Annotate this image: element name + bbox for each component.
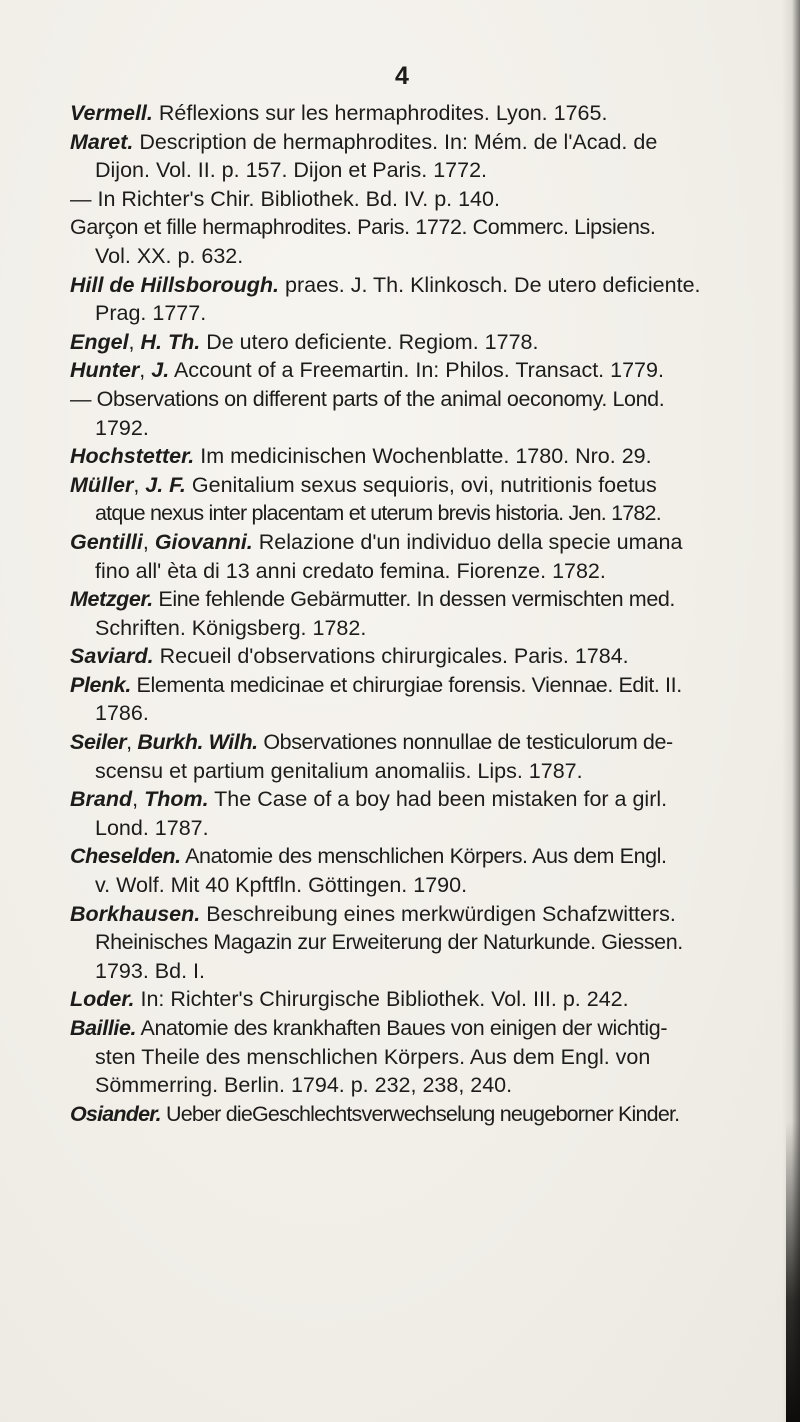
entry-text: De utero deficiente. Regiom. 1778. — [206, 329, 539, 354]
entry-text: Dijon. Vol. II. p. 157. Dijon et Paris. 1772. — [95, 158, 487, 183]
entry-text: 1792. — [95, 415, 149, 440]
bibliography-entry — [70, 328, 778, 357]
bibliography-entry — [70, 900, 778, 986]
bibliography-entry — [70, 271, 778, 328]
bibliography-list — [70, 99, 778, 1128]
entry-author: Metzger. — [70, 587, 153, 612]
entry-text: Réflexions sur les hermaphrodites. Lyon. 1765. — [158, 101, 608, 125]
bibliography-entry — [70, 528, 778, 585]
entry-author: Engel — [70, 329, 129, 354]
entry-text: sten Theile des menschlichen Körpers. Aus dem Engl. von — [95, 1044, 651, 1069]
entry-text: Vol. XX. p. 632. — [95, 243, 244, 268]
bibliography-entry — [70, 1100, 778, 1129]
entry-author: Hunter — [70, 358, 140, 383]
entry-text: Garçon et fille hermaphrodites. Paris. 1772. Commerc. Lipsiens. — [70, 215, 656, 240]
entry-author: Osiander. — [70, 1101, 161, 1126]
bibliography-entry — [70, 585, 778, 642]
bibliography-entry — [70, 213, 778, 270]
bibliography-entry — [70, 442, 778, 471]
entry-text: Schriften. Königsberg. 1782. — [95, 615, 367, 640]
bibliography-entry — [70, 842, 778, 899]
entry-text: Anatomie des menschlichen Körpers. Aus dem Engl. — [185, 844, 667, 869]
entry-author: Hill de Hillsborough. — [70, 272, 280, 297]
entry-author: Hochstetter. — [70, 444, 195, 469]
page-corner-shadow — [786, 1122, 800, 1422]
bibliography-entry — [70, 1014, 778, 1100]
entry-author: Brand — [70, 787, 133, 812]
entry-separator: , — [133, 472, 146, 497]
entry-text: Lond. 1787. — [95, 815, 209, 840]
entry-text: Ueber dieGeschlechtsverwechselung neugeborner Kinder. — [165, 1101, 680, 1126]
bibliography-entry — [70, 185, 778, 214]
entry-text: 1786. — [95, 701, 149, 726]
entry-text: Anatomie des krankhaften Baues von einigen der wichtig- — [140, 1016, 668, 1040]
entry-text: 1793. Bd. I. — [95, 958, 205, 983]
entry-text: Eine fehlende Gebärmutter. In dessen vermischten med. — [158, 587, 676, 612]
entry-author: Müller — [70, 472, 134, 497]
entry-text: The Case of a boy had been mistaken for a girl. — [214, 787, 668, 812]
entry-author: Gentilli — [70, 529, 143, 554]
entry-author: Loder. — [70, 987, 135, 1012]
entry-text: Account of a Freemartin. In: Philos. Transact. 1779. — [173, 358, 664, 383]
entry-author: Plenk. — [70, 672, 131, 697]
entry-firstname: J. — [151, 358, 170, 383]
entry-author: Seiler — [70, 730, 127, 755]
bibliography-entry — [70, 385, 778, 442]
entry-author: Baillie. — [70, 1016, 137, 1040]
entry-text: — In Richter's Chir. Bibliothek. Bd. IV. p. 140. — [70, 186, 500, 211]
bibliography-entry — [70, 671, 778, 728]
entry-author: Cheselden. — [70, 844, 181, 869]
entry-firstname: Thom. — [144, 787, 209, 812]
entry-text: In: Richter's Chirurgische Bibliothek. Vol. III. p. 242. — [140, 987, 629, 1012]
entry-firstname: J. F. — [145, 472, 186, 497]
page-number: 4 — [395, 62, 409, 90]
bibliography-entry — [70, 128, 778, 185]
entry-text: Sömmerring. Berlin. 1794. p. 232, 238, 240. — [95, 1073, 513, 1098]
entry-text: Relazione d'un individuo della specie umana — [258, 529, 683, 554]
bibliography-entry — [70, 356, 778, 385]
entry-text: Im medicinischen Wochenblatte. 1780. Nro. 29. — [200, 444, 652, 469]
bibliography-entry — [70, 642, 778, 671]
entry-author: Borkhausen. — [70, 901, 201, 926]
entry-text: Beschreibung eines merkwürdigen Schafzwitters. — [206, 901, 676, 926]
entry-text: Recueil d'observations chirurgicales. Paris. 1784. — [159, 644, 629, 669]
entry-author: Maret. — [70, 129, 134, 154]
entry-separator: , — [142, 529, 155, 554]
entry-text: Genitalium sexus sequioris, ovi, nutritionis foetus — [191, 472, 657, 497]
entry-text: atque nexus inter placentam et uterum brevis historia. Jen. 1782. — [95, 501, 661, 526]
bibliography-entry — [70, 99, 778, 128]
entry-text: fino all' èta di 13 anni credato femina. Fiorenze. 1782. — [95, 558, 606, 583]
entry-firstname: Giovanni. — [154, 529, 253, 554]
entry-text: Description de hermaphrodites. In: Mém. de l'Acad. de — [139, 129, 658, 154]
bibliography-entry — [70, 471, 778, 528]
bibliography-entry — [70, 985, 778, 1014]
entry-text: praes. J. Th. Klinkosch. De utero deficiente. — [285, 272, 701, 297]
bibliography-entry — [70, 728, 778, 785]
entry-text: v. Wolf. Mit 40 Kpftfln. Göttingen. 1790. — [95, 873, 468, 898]
entry-separator: , — [132, 787, 145, 812]
entry-firstname: Burkh. Wilh. — [137, 730, 258, 755]
entry-separator: , — [126, 730, 138, 755]
entry-text: — Observations on different parts of the animal oeconomy. Lond. — [70, 386, 665, 411]
entry-separator: , — [128, 329, 141, 354]
bibliography-entry — [70, 785, 778, 842]
entry-firstname: H. Th. — [140, 329, 201, 354]
entry-text: Observationes nonnullae de testiculorum de- — [263, 730, 673, 755]
entry-text: Prag. 1777. — [95, 301, 207, 326]
entry-text: Rheinisches Magazin zur Erweiterung der Naturkunde. Giessen. — [95, 930, 683, 955]
entry-text: scensu et partium genitalium anomaliis. Lips. 1787. — [95, 758, 583, 783]
entry-author: Vermell. — [70, 101, 153, 125]
entry-separator: , — [139, 358, 152, 383]
entry-author: Saviard. — [70, 644, 154, 669]
entry-text: Elementa medicinae et chirurgiae forensis. Viennae. Edit. II. — [136, 672, 682, 697]
